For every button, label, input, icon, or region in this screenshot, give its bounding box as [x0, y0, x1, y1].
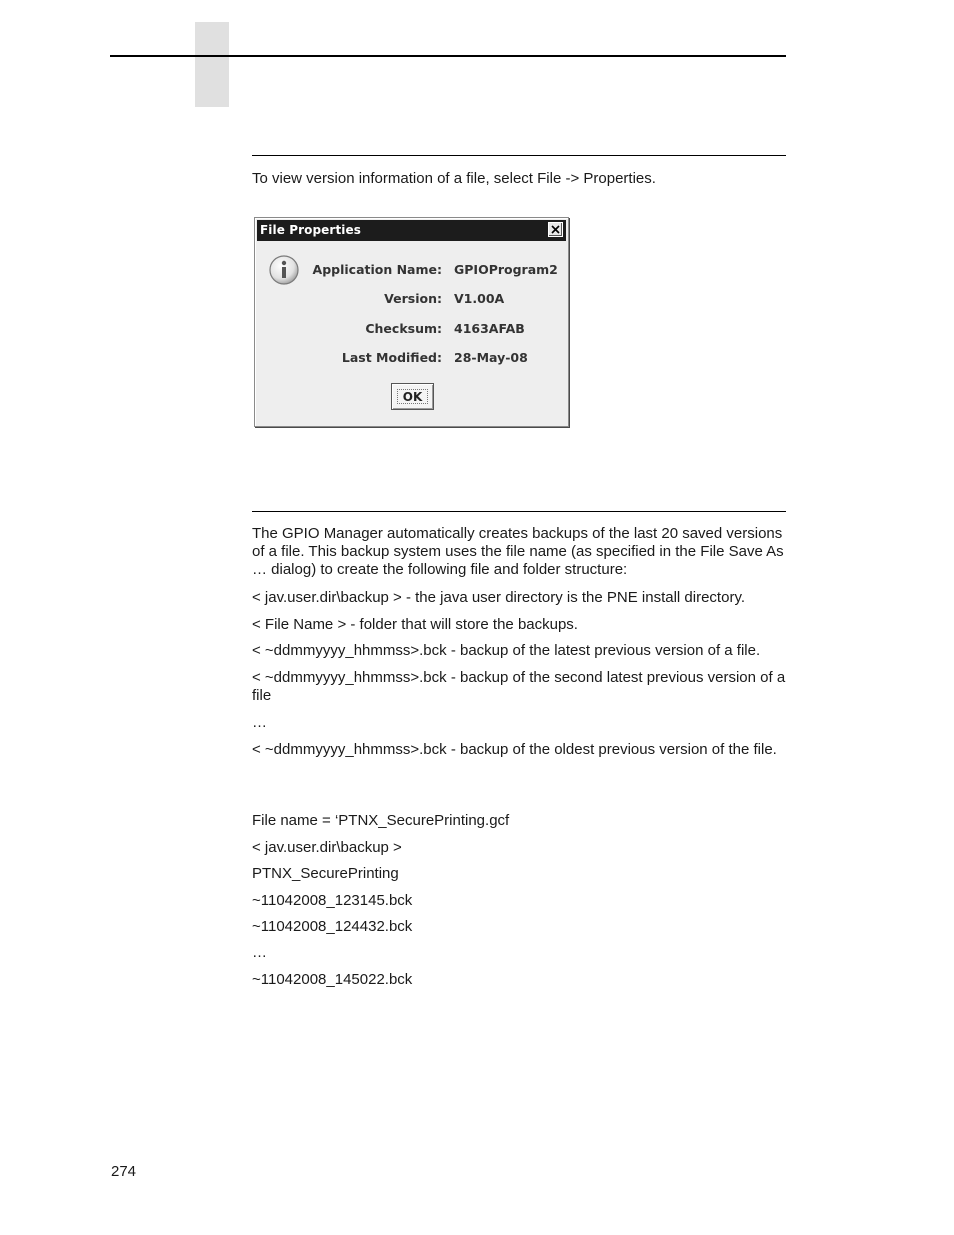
close-icon [551, 225, 560, 234]
checksum-label: Checksum: [365, 321, 442, 336]
application-name-value: GPIOProgram2 [454, 262, 558, 277]
info-icon [268, 254, 300, 286]
version-label: Version: [384, 291, 442, 306]
example-line: PTNX_SecurePrinting [252, 865, 399, 882]
example-line: ~11042008_145022.bck [252, 971, 413, 988]
application-name-label: Application Name: [312, 262, 442, 277]
structure-line: < ~ddmmyyyy_hhmmss>.bck - backup of the second latest previous version of a file [252, 669, 786, 704]
section-divider [252, 511, 786, 512]
backup-paragraph: The GPIO Manager automatically creates backups of the last 20 saved versions of a file. This backup system uses the file name (as specified in the File Save As … dialog) to create the following file and folder structure: [252, 525, 784, 578]
example-line: File name = ‘PTNX_SecurePrinting.gcf [252, 812, 510, 829]
dialog-titlebar [257, 220, 566, 241]
version-value: V1.00A [454, 291, 505, 306]
page-number: 274 [111, 1163, 137, 1180]
last-modified-value: 28-May-08 [454, 350, 528, 365]
chapter-tab [195, 22, 229, 107]
structure-ellipsis: … [252, 714, 267, 731]
checksum-value: 4163AFAB [454, 321, 525, 336]
header-rule [110, 55, 786, 57]
example-line: ~11042008_124432.bck [252, 918, 413, 935]
dialog-title: File Properties [260, 223, 361, 237]
ok-button[interactable] [391, 383, 434, 410]
last-modified-label: Last Modified: [341, 350, 442, 365]
ok-button-label: OK [397, 389, 428, 404]
structure-line: < File Name > - folder that will store the backups. [252, 616, 578, 633]
intro-text: To view version information of a file, select File -> Properties. [252, 170, 656, 187]
structure-line: < ~ddmmyyyy_hhmmss>.bck - backup of the oldest previous version of the file. [252, 741, 777, 758]
file-properties-dialog [254, 217, 569, 427]
section-divider [252, 155, 786, 156]
structure-line: < jav.user.dir\backup > - the java user directory is the PNE install directory. [252, 589, 745, 606]
example-ellipsis: … [252, 944, 267, 961]
close-button[interactable] [548, 222, 563, 237]
example-line: < jav.user.dir\backup > [252, 839, 402, 856]
structure-line: < ~ddmmyyyy_hhmmss>.bck - backup of the latest previous version of a file. [252, 642, 761, 659]
example-line: ~11042008_123145.bck [252, 892, 413, 909]
